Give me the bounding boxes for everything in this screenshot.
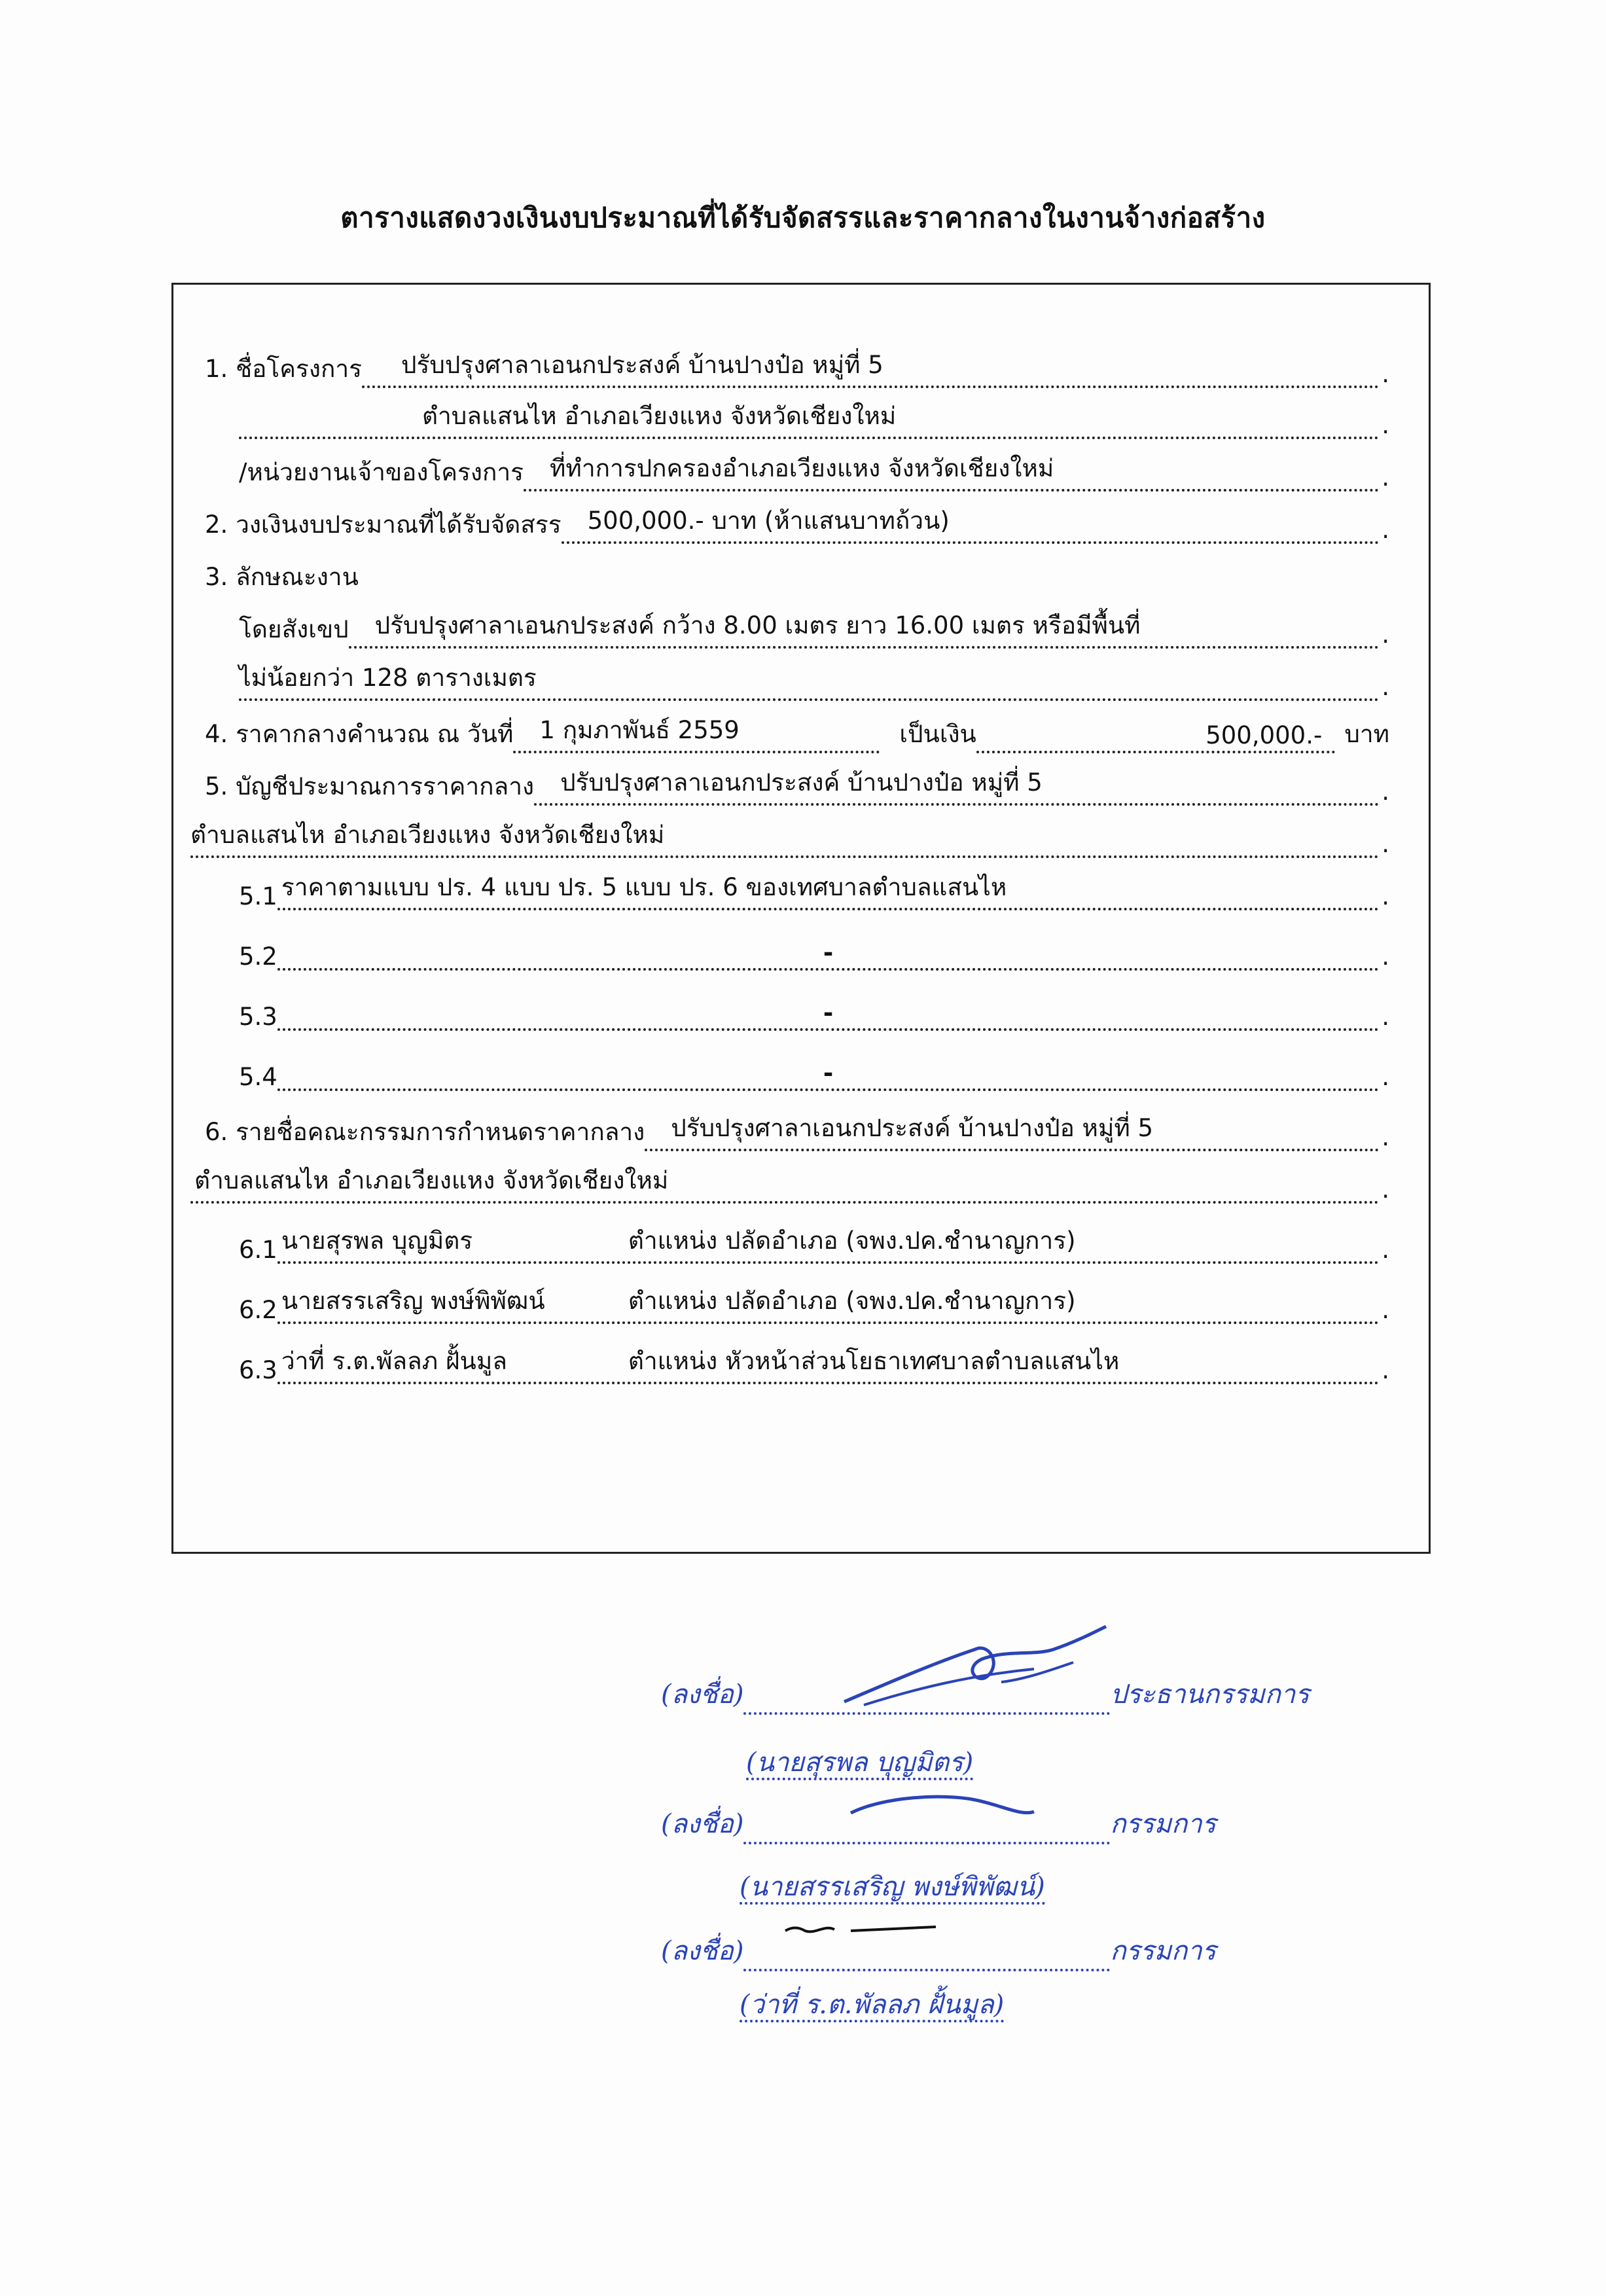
item5-line2: ตำบลแสนไห อำเภอเวียงแหง จังหวัดเชียงใหม่ <box>190 821 665 849</box>
item1-line2-field <box>239 402 1379 439</box>
item5-field2 <box>190 821 1379 858</box>
item3-row <box>205 558 1389 596</box>
member-number: 6.2 <box>239 1296 277 1324</box>
committee-member-row: 6.3 ว่าที่ ร.ต.พัลลภ ฝั้นมูล ตำแหน่ง หัวหน้าส่วนโยธาเทศบาลตำบลแสนไห . <box>239 1346 1389 1384</box>
item5-sub-text: - <box>823 1059 834 1087</box>
item5-sub-row: 5.2 - . <box>239 939 1389 971</box>
item5-row2: ตำบลแสนไห อำเภอเวียงแหง จังหวัดเชียงใหม่ . <box>190 820 1389 858</box>
item1-label: 1. ชื่อโครงการ <box>205 355 363 383</box>
item1-agency-label: /หน่วยงานเจ้าของโครงการ <box>239 458 524 486</box>
committee-member-row: 6.1 นายสุรพล บุญมิตร ตำแหน่ง ปลัดอำเภอ (จพง.ปค.ชำนาญการ) . <box>239 1226 1389 1264</box>
item1-location: ตำบลแสนไห อำเภอเวียงแหง จังหวัดเชียงใหม่ <box>422 402 897 430</box>
member-name: นายสรรเสริญ พงษ์พิพัฒน์ <box>281 1287 545 1315</box>
signature-name-chairman <box>746 1741 973 1783</box>
sign-line <box>743 1944 1110 1971</box>
item5-sub-text: - <box>823 939 834 967</box>
sign-role: ประธานกรรมการ <box>1110 1679 1310 1710</box>
item5-line1: ปรับปรุงศาลาเอนกประสงค์ บ้านปางป๋อ หมู่ที่ 5 <box>560 768 1043 797</box>
item3-summary-line2: ไม่น้อยกว่า 128 ตารางเมตร <box>239 664 537 692</box>
item2-field <box>562 507 1380 544</box>
item5-sub-row: 5.3 - . <box>239 999 1389 1031</box>
member-field <box>277 1287 1379 1324</box>
item5-sub-text: ราคาตามแบบ ปร. 4 แบบ ปร. 5 แบบ ปร. 6 ของเทศบาลตำบลแสนไห <box>281 873 1007 901</box>
item5-sub-field <box>277 939 1379 971</box>
sign-prefix: (ลงชื่อ) <box>661 1679 744 1710</box>
item5-sub-number: 5.3 <box>239 1003 277 1031</box>
item5-sub-row: 5.4 - . <box>239 1059 1389 1091</box>
item3-summary-row2: ไม่น้อยกว่า 128 ตารางเมตร . <box>239 663 1389 701</box>
item3-summary-row: โดยสังเขป ปรับปรุงศาลาเอนกประสงค์ กว้าง 8.00 เมตร ยาว 16.00 เมตร หรือมีพื้นที่ . <box>239 611 1389 649</box>
member-number: 6.3 <box>239 1356 277 1384</box>
item1-project-row: 1. ชื่อโครงการ ปรับปรุงศาลาเอนกประสงค์ บ้านปางป๋อ หมู่ที่ 5 . <box>205 350 1389 388</box>
item2-value: 500,000.- บาท (ห้าแสนบาทถ้วน) <box>587 507 950 535</box>
sign-prefix: (ลงชื่อ) <box>661 1809 744 1839</box>
item4-unit: บาท <box>1344 720 1389 748</box>
item4-label: 4. ราคากลางคำนวณ ณ วันที่ <box>205 720 514 748</box>
item4-amount-field <box>976 721 1336 753</box>
item1-agency-row: /หน่วยงานเจ้าของโครงการ ที่ทำการปกครองอำเภอเวียงแหง จังหวัดเชียงใหม่ . <box>239 454 1389 492</box>
item1-agency-value: ที่ทำการปกครองอำเภอเวียงแหง จังหวัดเชียงใหม่ <box>550 454 1054 482</box>
member-name: นายสุรพล บุญมิตร <box>281 1227 473 1255</box>
member-position: ตำแหน่ง ปลัดอำเภอ (จพง.ปค.ชำนาญการ) <box>628 1287 1076 1315</box>
handwritten-signature-member1 <box>844 1793 1041 1826</box>
item5-field <box>534 768 1379 806</box>
item5-sub-row: 5.1 ราคาตามแบบ ปร. 4 แบบ ปร. 5 แบบ ปร. 6 ของเทศบาลตำบลแสนไห . <box>239 872 1389 910</box>
item5-sub-number: 5.1 <box>239 882 277 910</box>
item6-row2: ตำบลแสนไห อำเภอเวียงแหง จังหวัดเชียงใหม่ . <box>190 1166 1389 1204</box>
handwritten-signature-chairman <box>838 1623 1113 1721</box>
item4-amount-label: เป็นเงิน <box>899 720 976 748</box>
item3-summary-line1: ปรับปรุงศาลาเอนกประสงค์ กว้าง 8.00 เมตร ยาว 16.00 เมตร หรือมีพื้นที่ <box>374 611 1141 639</box>
member-position: ตำแหน่ง ปลัดอำเภอ (จพง.ปค.ชำนาญการ) <box>628 1227 1076 1255</box>
member-position: ตำแหน่ง หัวหน้าส่วนโยธาเทศบาลตำบลแสนไห <box>628 1347 1120 1375</box>
item6-label: 6. รายชื่อคณะกรรมการกำหนดราคากลาง <box>205 1118 645 1146</box>
item6-line2: ตำบลแสนไห อำเภอเวียงแหง จังหวัดเชียงใหม่ <box>194 1166 669 1194</box>
item1-line1-field <box>362 351 1379 388</box>
item5-row: 5. บัญชีประมาณการราคากลาง ปรับปรุงศาลาเอนกประสงค์ บ้านปางป๋อ หมู่ที่ 5 . <box>205 768 1389 806</box>
budget-table-frame <box>171 283 1431 1554</box>
item4-row <box>205 715 1389 753</box>
item3-summary-label: โดยสังเขป <box>239 615 349 643</box>
item6-row: 6. รายชื่อคณะกรรมการกำหนดราคากลาง ปรับปรุงศาลาเอนกประสงค์ บ้านปางป๋อ หมู่ที่ 5 . <box>205 1113 1389 1151</box>
member-field <box>277 1347 1379 1384</box>
committee-member-row: 6.2 นายสรรเสริญ พงษ์พิพัฒน์ ตำแหน่ง ปลัดอำเภอ (จพง.ปค.ชำนาญการ) . <box>239 1286 1389 1324</box>
item5-sub-number: 5.2 <box>239 942 277 971</box>
signature-name-member1 <box>740 1865 1045 1907</box>
item4-date-field <box>513 716 880 753</box>
item2-label: 2. วงเงินงบประมาณที่ได้รับจัดสรร <box>205 511 562 539</box>
sign-name: (นายสุรพล บุญมิตร) <box>746 1748 973 1780</box>
item2-budget-row: 2. วงเงินงบประมาณที่ได้รับจัดสรร 500,000.- บาท (ห้าแสนบาทถ้วน) . <box>205 506 1389 544</box>
handwritten-signature-member2 <box>779 1918 949 1944</box>
item3-label: 3. ลักษณะงาน <box>205 563 359 591</box>
item4-date: 1 กุมภาพันธ์ 2559 <box>539 716 740 744</box>
item5-label: 5. บัญชีประมาณการราคากลาง <box>205 772 535 800</box>
sign-prefix: (ลงชื่อ) <box>661 1936 744 1966</box>
item1-location-row: ตำบลแสนไห อำเภอเวียงแหง จังหวัดเชียงใหม่ . <box>239 401 1389 439</box>
item4-amount: 500,000.- <box>1205 721 1323 749</box>
sign-role: กรรมการ <box>1110 1809 1217 1839</box>
member-field <box>277 1227 1379 1264</box>
item5-sub-number: 5.4 <box>239 1063 277 1091</box>
item3-summary-field <box>349 611 1380 649</box>
sign-name: (ว่าที่ ร.ต.พัลลภ ฝั้นมูล) <box>740 1990 1004 2022</box>
member-name: ว่าที่ ร.ต.พัลลภ ฝั้นมูล <box>281 1347 507 1375</box>
item5-sub-field <box>277 999 1379 1031</box>
item6-field2 <box>190 1166 1379 1204</box>
sign-name: (นายสรรเสริญ พงษ์พิพัฒน์) <box>740 1872 1045 1905</box>
item6-line1: ปรับปรุงศาลาเอนกประสงค์ บ้านปางป๋อ หมู่ที่ 5 <box>671 1114 1154 1142</box>
item5-sub-field <box>277 1059 1379 1091</box>
sign-role: กรรมการ <box>1110 1936 1217 1966</box>
item3-summary-field2 <box>239 664 1379 701</box>
document-title: ตารางแสดงวงเงินงบประมาณที่ได้รับจัดสรรและราคากลางในงานจ้างก่อสร้าง <box>340 202 1266 234</box>
item1-project-name: ปรับปรุงศาลาเอนกประสงค์ บ้านปางป๋อ หมู่ที่ 5 <box>401 351 883 379</box>
item5-sub-field <box>277 873 1379 910</box>
item5-sub-text: - <box>823 999 834 1027</box>
signature-name-member2 <box>740 1983 1004 2025</box>
member-number: 6.1 <box>239 1236 277 1264</box>
item1-agency-field <box>524 454 1379 492</box>
